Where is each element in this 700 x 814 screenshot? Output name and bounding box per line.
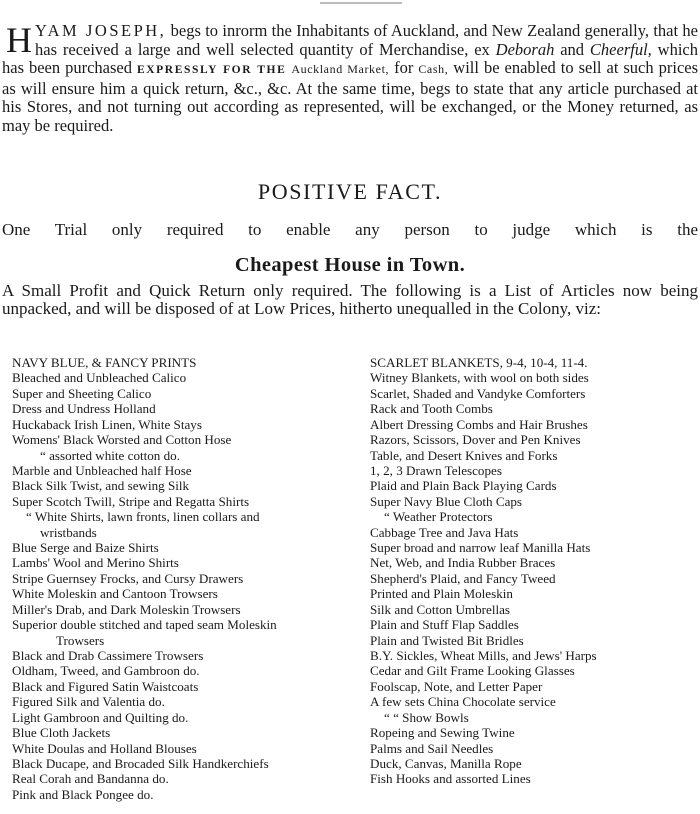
list-item: Blue Serge and Baize Shirts <box>12 540 159 556</box>
list-item: Miller's Drab, and Dark Moleskin Trowsers <box>12 601 241 617</box>
list-item: Oldham, Tweed, and Gambroon do. <box>12 663 200 679</box>
list-item: “ White Shirts, lawn fronts, linen collars and <box>26 509 260 525</box>
list-item: Dress and Undress Holland <box>12 401 156 417</box>
list-item: Black Ducape, and Brocaded Silk Handkerchiefs <box>12 755 269 771</box>
auckland-market: Auckland Market, <box>291 62 390 77</box>
cash-word: Cash, <box>418 62 449 77</box>
cheapest-house-heading: Cheapest House in Town. <box>234 254 466 276</box>
list-item: Super Navy Blue Cloth Caps <box>370 493 523 509</box>
list-item: Figured Silk and Valentia do. <box>12 694 165 710</box>
list-item: Bleached and Unbleached Calico <box>12 370 187 386</box>
list-item: Pink and Black Pongee do. <box>12 786 154 802</box>
list-item: White Doulas and Holland Blouses <box>12 740 197 756</box>
list-item: Ropeing and Sewing Twine <box>370 725 515 741</box>
list-item: “ assorted white cotton do. <box>40 447 180 463</box>
right-article-list <box>370 355 695 787</box>
list-item: Shepherd's Plaid, and Fancy Tweed <box>370 570 556 586</box>
top-rule <box>320 2 402 4</box>
list-item: Womens' Black Worsted and Cotton Hose <box>12 432 232 448</box>
ship-name-deborah: Deborah <box>495 39 555 59</box>
list-item: Foolscap, Note, and Letter Paper <box>370 678 543 694</box>
list-item: Silk and Cotton Umbrellas <box>370 601 511 617</box>
list-item: Black and Figured Satin Waistcoats <box>12 678 199 694</box>
ship-name-cheerful: Cheerful, <box>589 39 652 59</box>
one-trial-line: One Trial only required to enable any person to judge which is the <box>2 220 698 239</box>
list-item: “ Weather Protectors <box>384 509 493 525</box>
list-item: Lambs' Wool and Merino Shirts <box>12 555 179 571</box>
list-item: wristbands <box>40 524 97 540</box>
list-item: Plain and Stuff Flap Saddles <box>370 617 519 633</box>
intro-text-a: begs to inrorm the Inhabitants of Auckland, and New Zealand generally, that he has received a large and well selected quantity of Merchandise, ex <box>35 21 698 59</box>
intro-text-b: which has been purchased <box>2 39 699 78</box>
list-item: B.Y. Sickles, Wheat Mills, and Jews' Harps <box>370 648 597 664</box>
list-item: Palms and Sail Needles <box>370 740 494 756</box>
list-item: Superior double stitched and taped seam Moleskin <box>12 617 277 633</box>
list-item: Cabbage Tree and Java Hats <box>370 524 519 540</box>
list-item: Plaid and Plain Back Playing Cards <box>370 478 557 494</box>
list-item: Black and Drab Cassimere Trowsers <box>12 648 204 664</box>
intro-and: and <box>554 39 590 59</box>
for-word: for <box>389 58 419 78</box>
positive-fact-heading: POSITIVE FACT. <box>257 179 443 204</box>
list-item: Stripe Guernsey Frocks, and Cursy Drawers <box>12 570 244 586</box>
list-item: NAVY BLUE, & FANCY PRINTS <box>12 355 197 370</box>
left-article-list <box>12 355 342 802</box>
list-item: Super and Sheeting Calico <box>12 385 152 401</box>
list-item: 1, 2, 3 Drawn Telescopes <box>370 462 502 478</box>
list-item: Albert Dressing Combs and Hair Brushes <box>370 416 588 432</box>
list-item: White Moleskin and Cantoon Trowsers <box>12 586 218 602</box>
list-item: Trowsers <box>56 632 105 648</box>
list-item: Super Scotch Twill, Stripe and Regatta Shirts <box>12 493 250 509</box>
list-item: Scarlet, Shaded and Vandyke Comforters <box>370 385 586 401</box>
list-item: Net, Web, and India Rubber Braces <box>370 555 556 571</box>
list-item: Light Gambroon and Quilting do. <box>12 709 189 725</box>
list-item: Table, and Desert Knives and Forks <box>370 447 558 463</box>
list-item: Razors, Scissors, Dover and Pen Knives <box>370 432 581 448</box>
list-item: A few sets China Chocolate service <box>370 694 556 710</box>
list-item: Printed and Plain Moleskin <box>370 586 513 602</box>
expressly-word: EXPRESSLY <box>136 64 219 77</box>
list-item: Black Silk Twist, and sewing Silk <box>12 478 190 494</box>
list-item: Witney Blankets, with wool on both sides <box>370 370 589 386</box>
merchant-name: YAM JOSEPH, <box>35 21 167 40</box>
list-item: Super broad and narrow leaf Manilla Hats <box>370 540 591 556</box>
list-item: Cedar and Gilt Frame Looking Glasses <box>370 663 575 679</box>
list-item: Marble and Unbleached half Hose <box>12 462 192 478</box>
list-item: Huckaback Irish Linen, White Stays <box>12 416 202 432</box>
list-item: Plain and Twisted Bit Bridles <box>370 632 524 648</box>
for-the-words: FOR THE <box>223 64 287 77</box>
list-item: Fish Hooks and assorted Lines <box>370 771 531 787</box>
list-item: Duck, Canvas, Manilla Rope <box>370 755 522 771</box>
list-item: “ “ Show Bowls <box>384 709 469 725</box>
intro-paragraph <box>2 22 698 136</box>
intro-text-c: will be enabled to sell at such prices as will ensure him a quick return, &c., &c. At the same time, begs to state that any article purchased at his Stores, and not turning out according as represented, will be exchanged, or the Money returned, as may be required. <box>2 58 699 135</box>
list-item: Rack and Tooth Combs <box>370 401 493 417</box>
list-item: Blue Cloth Jackets <box>12 725 111 741</box>
list-item: Real Corah and Bandanna do. <box>12 771 169 787</box>
drop-cap: H <box>6 20 32 60</box>
list-item: SCARLET BLANKETS, 9-4, 10-4, 11-4. <box>370 355 588 370</box>
small-profit-paragraph: A Small Profit and Quick Return only required. The following is a List of Articles now being unpacked, and will be disposed of at Low Prices, hitherto unequalled in the Colony, viz: <box>2 281 698 319</box>
